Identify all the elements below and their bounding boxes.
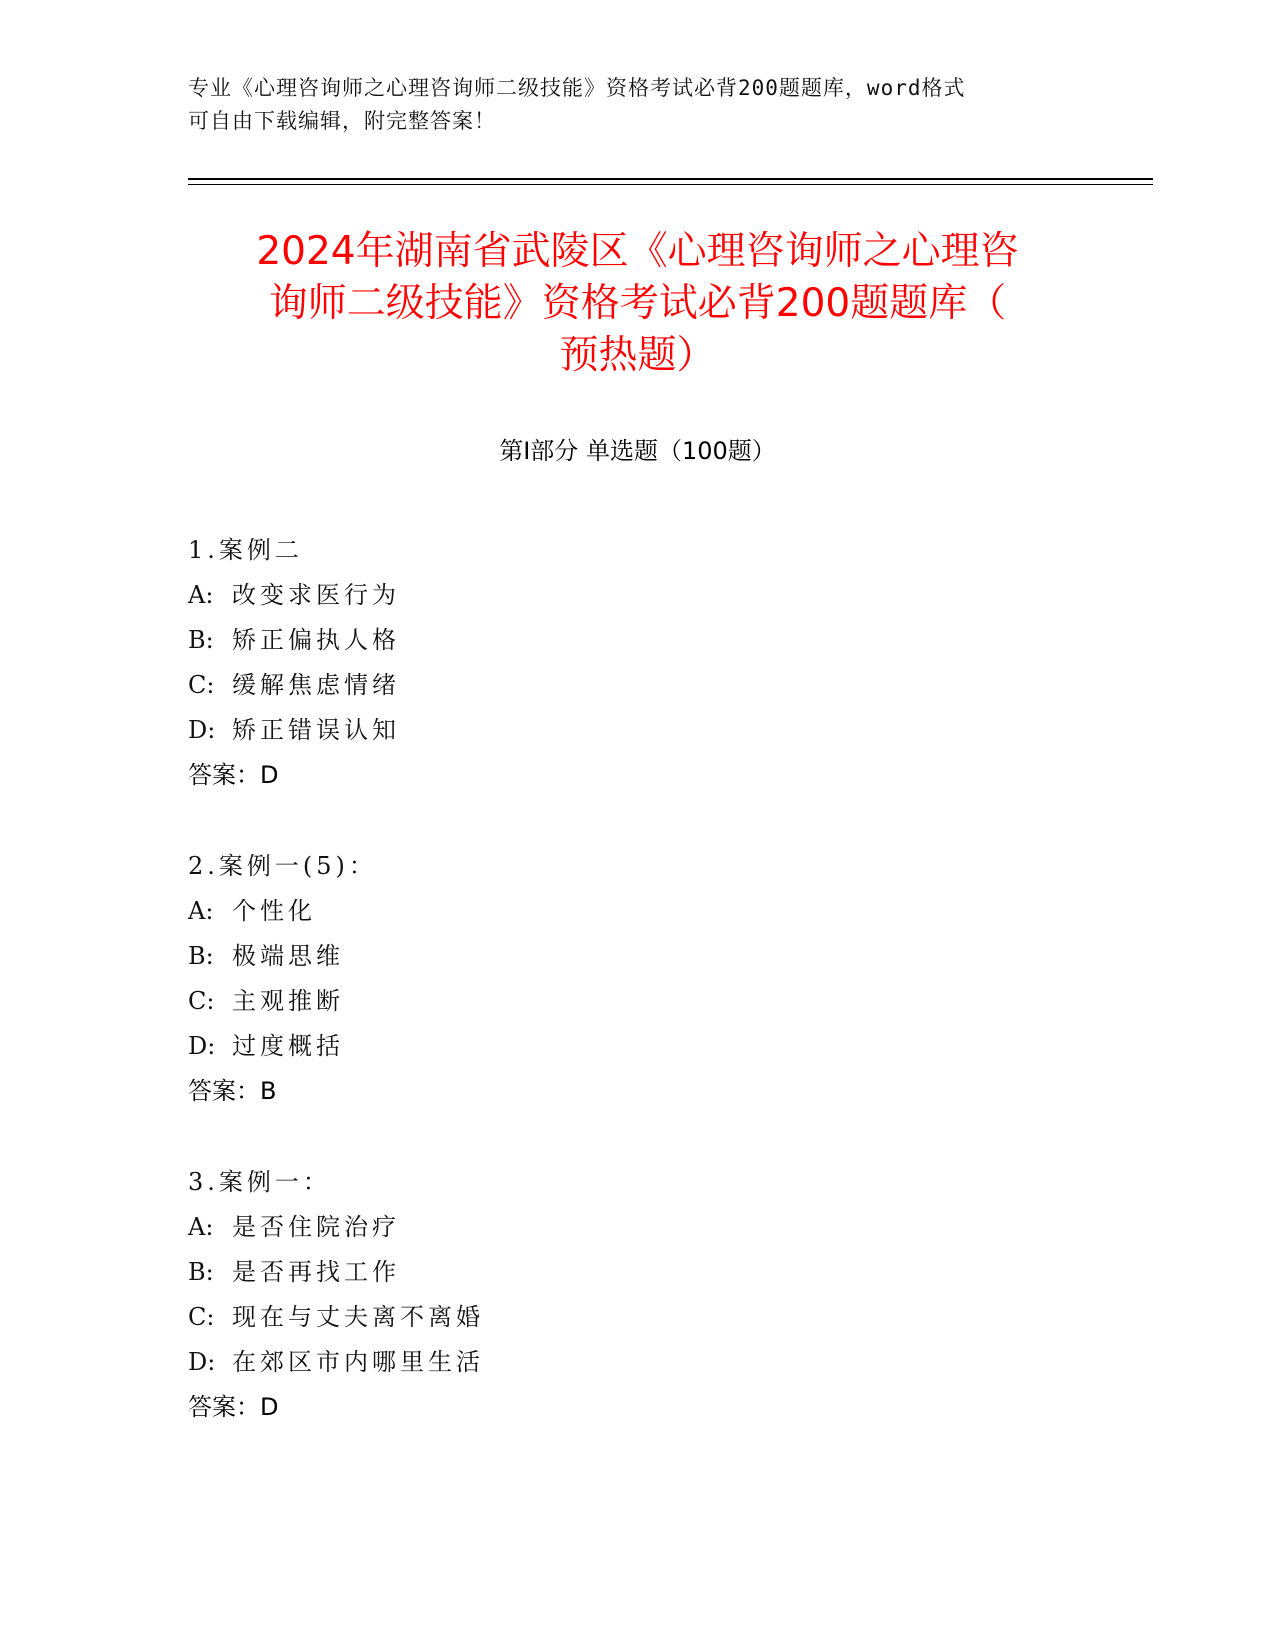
- option-key: D:: [188, 1348, 216, 1376]
- answer-line: 答案：D: [188, 1393, 279, 1421]
- document-title-line-3: 预热题）: [559, 333, 716, 378]
- header-divider-thick: [188, 178, 1153, 180]
- option-key: B:: [188, 1258, 214, 1286]
- header-note-line-2: 可自由下载编辑，附完整答案！: [188, 109, 496, 133]
- question-item: [188, 528, 1088, 798]
- option-c: [188, 1295, 1088, 1340]
- answer-line: 答案：B: [188, 1077, 277, 1105]
- option-text: 矫正错误认知: [232, 716, 400, 744]
- question-list: [188, 528, 1088, 1476]
- header-note: [188, 72, 1088, 138]
- header-divider-thin: [188, 184, 1153, 185]
- option-key: D:: [188, 716, 216, 744]
- option-c: [188, 979, 1088, 1024]
- question-item: [188, 844, 1088, 1114]
- option-b: [188, 618, 1088, 663]
- header-note-line-1: 专业《心理咨询师之心理咨询师二级技能》资格考试必背200题题库，word格式: [188, 76, 966, 100]
- document-title-line-2: 询师二级技能》资格考试必背200题题库（: [268, 281, 1007, 326]
- document-title-line-1: 2024年湖南省武陵区《心理咨询师之心理咨: [256, 229, 1019, 274]
- option-text: 主观推断: [232, 987, 344, 1015]
- question-item: [188, 1160, 1088, 1430]
- option-text: 是否住院治疗: [232, 1213, 400, 1241]
- option-d: [188, 708, 1088, 753]
- question-stem: 1.案例二: [188, 536, 303, 564]
- option-text: 改变求医行为: [232, 581, 400, 609]
- option-b: [188, 934, 1088, 979]
- option-a: [188, 573, 1088, 618]
- option-text: 是否再找工作: [232, 1258, 400, 1286]
- option-text: 个性化: [232, 897, 316, 925]
- question-stem: 3.案例一：: [188, 1168, 331, 1196]
- option-key: A:: [188, 1213, 214, 1241]
- option-key: C:: [188, 671, 215, 699]
- option-c: [188, 663, 1088, 708]
- option-text: 极端思维: [232, 942, 344, 970]
- question-stem: 2.案例一(5)：: [188, 852, 377, 880]
- option-key: A:: [188, 581, 214, 609]
- option-text: 在郊区市内哪里生活: [232, 1348, 484, 1376]
- option-text: 矫正偏执人格: [232, 626, 400, 654]
- option-b: [188, 1250, 1088, 1295]
- option-text: 过度概括: [232, 1032, 344, 1060]
- option-a: [188, 1205, 1088, 1250]
- section-heading: 第Ⅰ部分 单选题（100题）: [499, 437, 776, 465]
- option-d: [188, 1340, 1088, 1385]
- option-text: 现在与丈夫离不离婚: [232, 1303, 484, 1331]
- option-a: [188, 889, 1088, 934]
- option-key: A:: [188, 897, 214, 925]
- option-key: C:: [188, 1303, 215, 1331]
- answer-line: 答案：D: [188, 761, 279, 789]
- option-key: D:: [188, 1032, 216, 1060]
- option-text: 缓解焦虑情绪: [232, 671, 400, 699]
- option-key: B:: [188, 626, 214, 654]
- document-title: [170, 226, 1105, 382]
- option-key: C:: [188, 987, 215, 1015]
- option-key: B:: [188, 942, 214, 970]
- option-d: [188, 1024, 1088, 1069]
